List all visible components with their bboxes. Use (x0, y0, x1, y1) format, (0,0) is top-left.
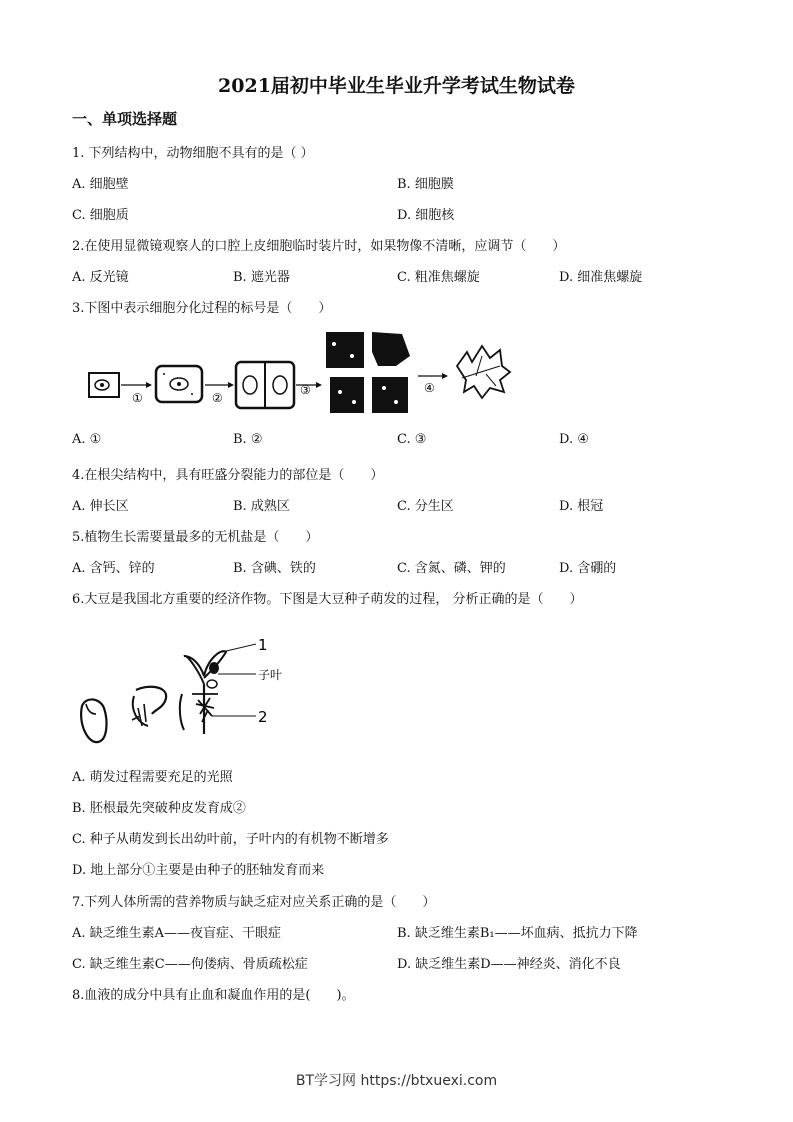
question-2-option-c: C. 粗准焦螺旋 (397, 270, 480, 285)
question-8-stem: 8.血液的成分中具有止血和凝血作用的是( )。 (72, 988, 355, 1003)
question-2-stem: 2.在使用显微镜观察人的口腔上皮细胞临时装片时，如果物像不清晰，应调节（ ） (72, 239, 566, 254)
question-6-option-c: C. 种子从萌发到长出幼叶前，子叶内的有机物不断增多 (72, 832, 389, 847)
question-6-option-b: B. 胚根最先突破种皮发育成② (72, 801, 246, 816)
question-1-stem: 1. 下列结构中，动物细胞不具有的是（ ） (72, 146, 314, 161)
question-3-option-d: D. ④ (559, 432, 589, 447)
question-4-option-a: A. 伸长区 (72, 499, 129, 514)
question-5-option-c: C. 含氮、磷、钾的 (397, 561, 506, 576)
question-1-option-c: C. 细胞质 (72, 208, 129, 223)
question-2-option-a: A. 反光镜 (72, 270, 129, 285)
question-7-option-c: C. 缺乏维生素C——佝偻病、骨质疏松症 (72, 957, 308, 972)
question-4-stem: 4.在根尖结构中，具有旺盛分裂能力的部位是（ ） (72, 468, 384, 483)
step-label-2: ② (212, 391, 223, 405)
enlarged-cell-image (156, 366, 202, 402)
section-heading: 一、单项选择题 (72, 110, 178, 128)
question-1-option-a: A. 细胞壁 (72, 177, 129, 192)
question-5-option-a: A. 含钙、锌的 (72, 561, 155, 576)
question-3-option-a: A. ① (72, 432, 102, 447)
question-5-option-d: D. 含硼的 (559, 561, 617, 576)
single-cell-image (89, 373, 119, 397)
question-6-stem: 6.大豆是我国北方重要的经济作物。下图是大豆种子萌发的过程， 分析正确的是（ ） (72, 592, 583, 607)
question-3-stem: 3.下图中表示细胞分化过程的标号是（ ） (72, 301, 332, 316)
step-label-1: ① (132, 391, 143, 405)
question-1-option-d: D. 细胞核 (397, 208, 455, 223)
question-3-option-c: C. ③ (397, 432, 427, 447)
tissues-image (326, 332, 410, 413)
question-7-stem: 7.下列人体所需的营养物质与缺乏症对应关系正确的是（ ） (72, 895, 436, 910)
cell-division-figure (72, 322, 522, 422)
label-1: 1 (258, 636, 268, 654)
question-4-option-c: C. 分生区 (397, 499, 454, 514)
question-7-option-d: D. 缺乏维生素D——神经炎、消化不良 (397, 957, 621, 972)
germinating-seed-image (132, 687, 184, 730)
question-2-option-b: B. 遮光器 (233, 270, 290, 285)
question-4-option-d: D. 根冠 (559, 499, 604, 514)
leaf-image (457, 346, 510, 398)
question-6-option-d: D. 地上部分①主要是由种子的胚轴发育而来 (72, 863, 325, 878)
question-3-option-b: B. ② (233, 432, 263, 447)
footer-watermark: BT学习网 https://btxuexi.com (295, 1073, 498, 1089)
question-5-option-b: B. 含碘、铁的 (233, 561, 316, 576)
question-7-option-b: B. 缺乏维生素B₁——坏血病、抵抗力下降 (397, 926, 638, 941)
seed-germination-figure (72, 634, 302, 749)
question-7-option-a: A. 缺乏维生素A——夜盲症、干眼症 (72, 926, 282, 941)
step-label-3: ③ (300, 383, 311, 397)
divided-cells-image (236, 362, 294, 408)
question-6-option-a: A. 萌发过程需要充足的光照 (72, 770, 233, 785)
label-2: 2 (258, 708, 268, 726)
seed-image (81, 699, 106, 742)
step-label-4: ④ (424, 381, 435, 395)
page-title: 2021届初中毕业生毕业升学考试生物试卷 (218, 75, 575, 97)
question-4-option-b: B. 成熟区 (233, 499, 290, 514)
seedling-image (184, 651, 226, 734)
question-1-option-b: B. 细胞膜 (397, 177, 454, 192)
question-5-stem: 5.植物生长需要量最多的无机盐是（ ） (72, 530, 319, 545)
label-cotyledon: 子叶 (258, 668, 283, 682)
question-2-option-d: D. 细准焦螺旋 (559, 270, 643, 285)
